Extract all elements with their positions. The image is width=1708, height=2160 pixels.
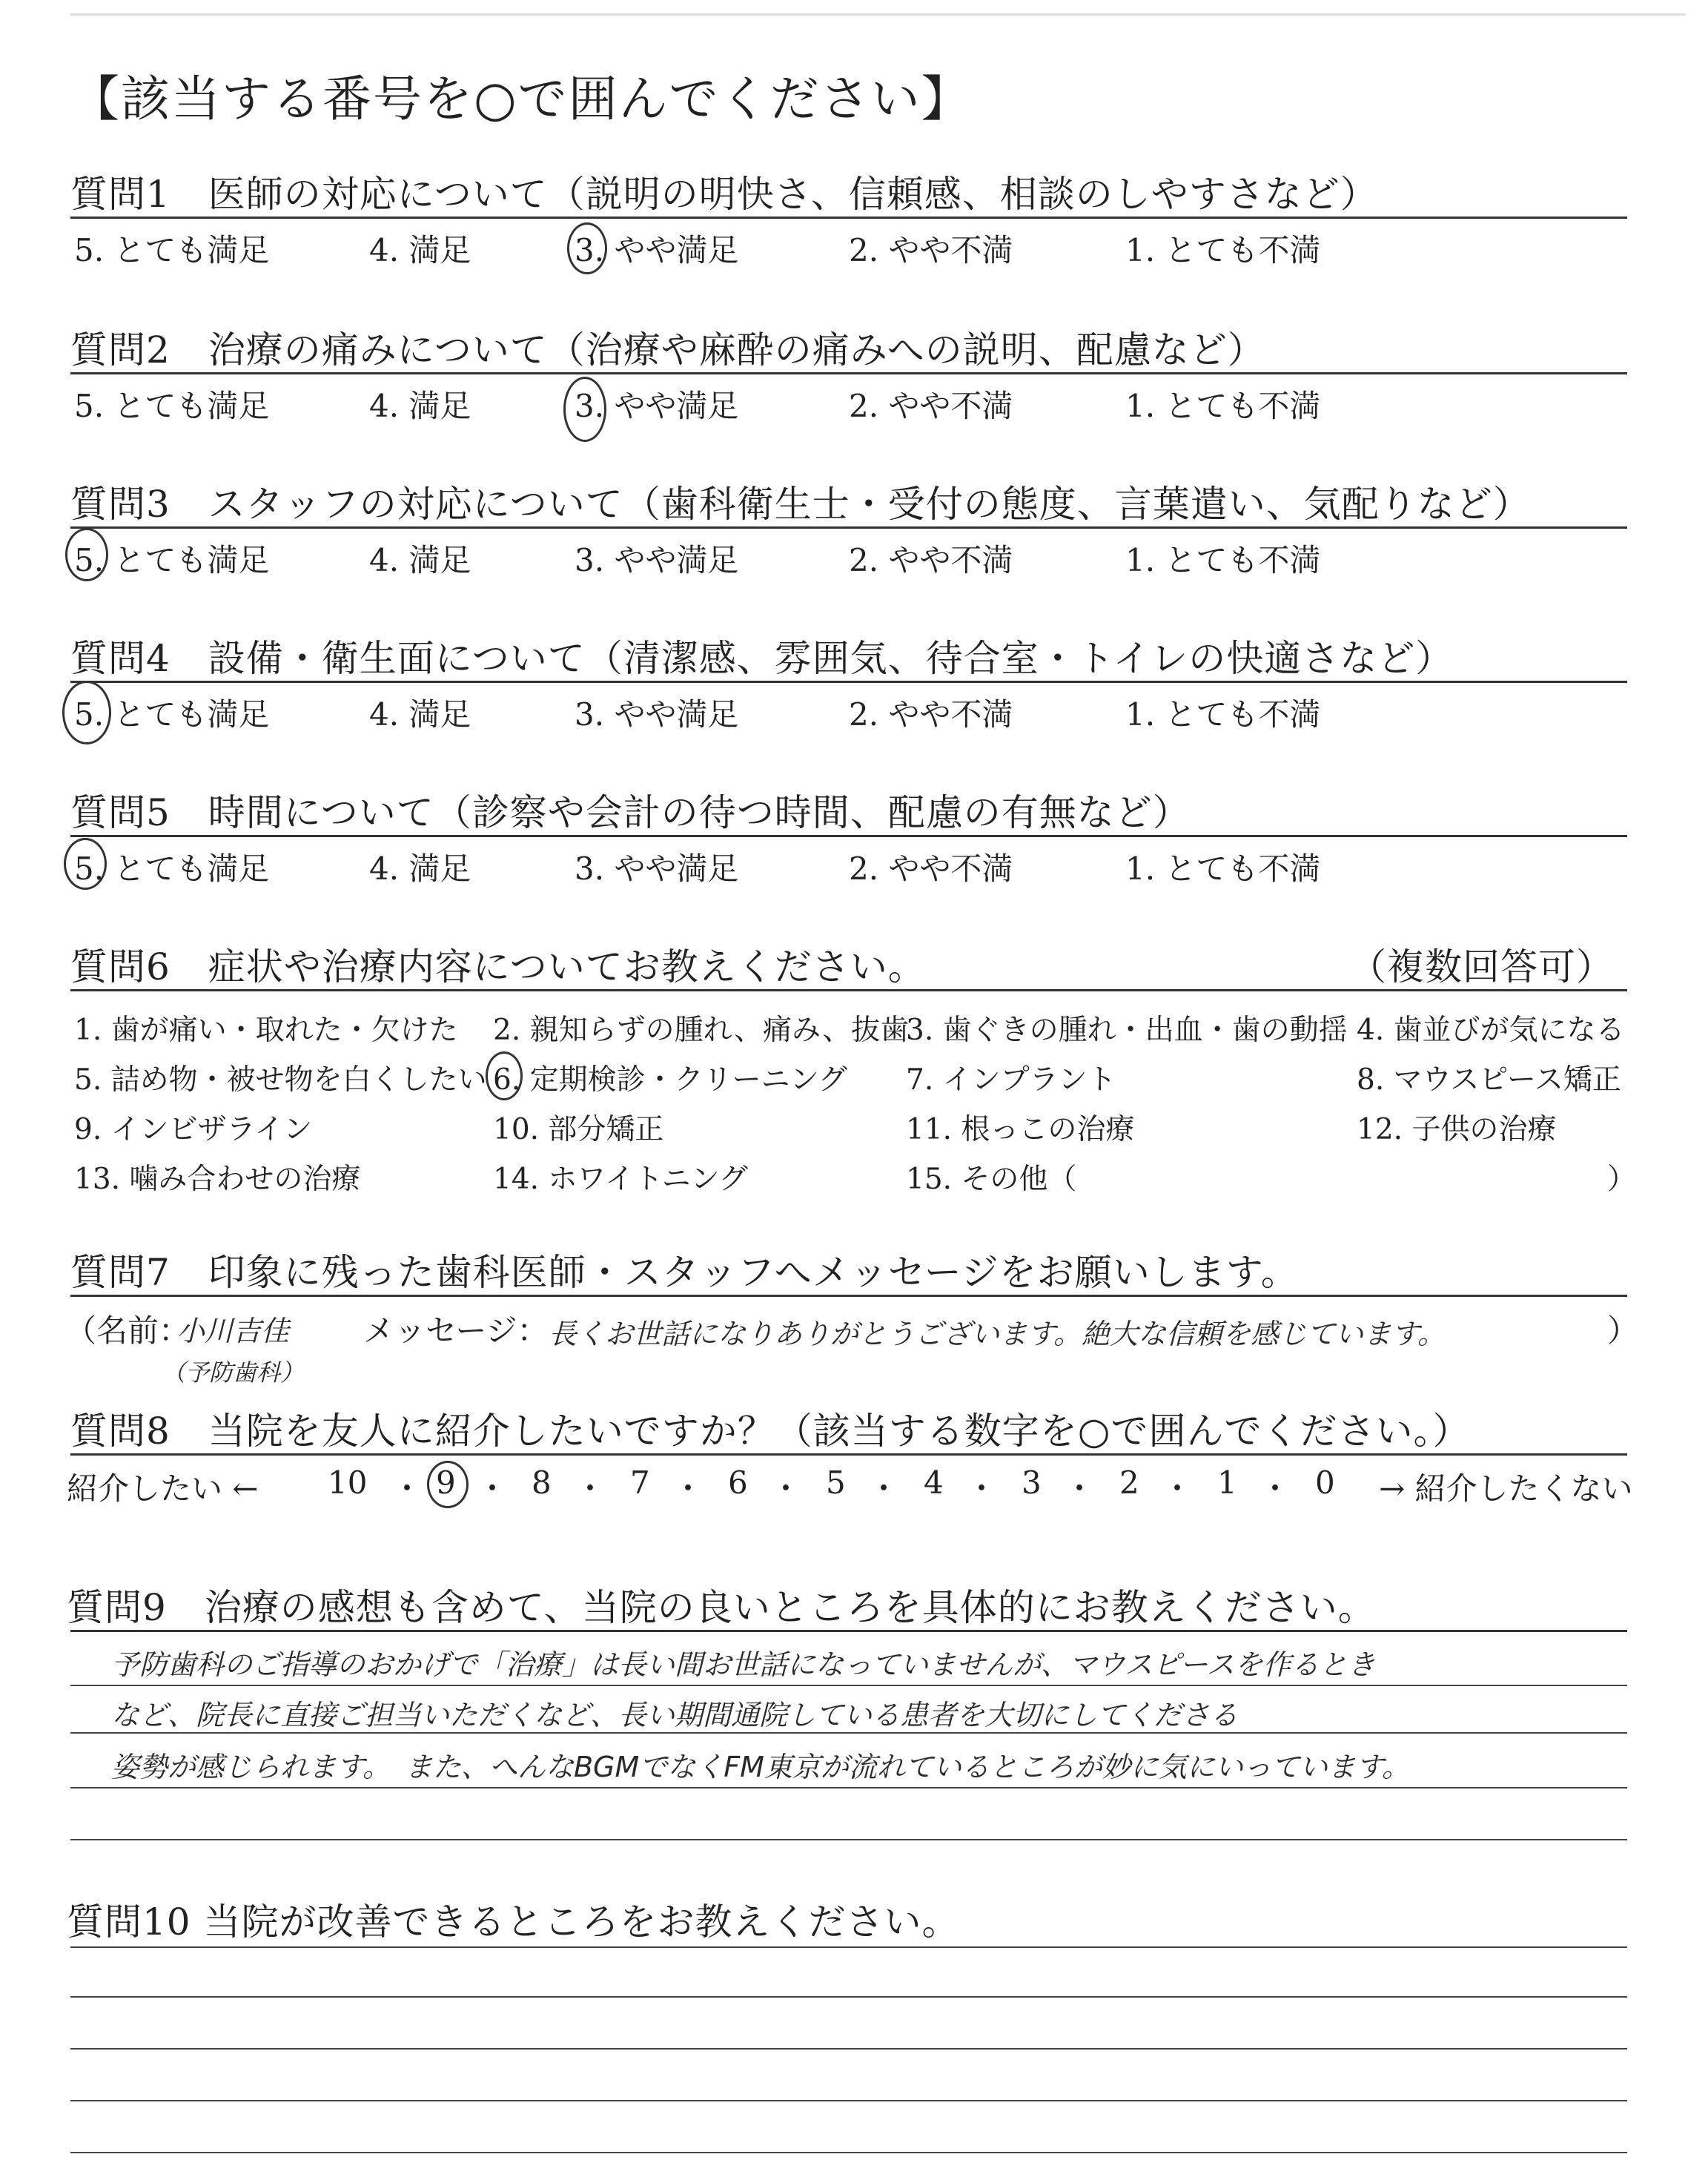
question-6-note: （複数回答可） (1349, 945, 1614, 988)
answer-line (70, 2100, 1627, 2101)
divider (70, 372, 1627, 374)
option-3[interactable]: 3. やや満足 (575, 232, 739, 268)
option-2[interactable]: 2. やや不満 (849, 542, 1013, 578)
option-3[interactable]: 3. 歯ぐきの腫れ・出血・歯の動揺 (906, 1014, 1348, 1047)
scale-dot: ・ (1064, 1470, 1096, 1507)
answer-line (70, 1946, 1627, 1948)
question-8-label: 質問8 当院を友人に紹介したいですか？（該当する数字を○で囲んでください。） (70, 1410, 1471, 1453)
option-8[interactable]: 8. マウスピース矯正 (1357, 1063, 1621, 1097)
scale-dot: ・ (575, 1470, 606, 1507)
option-15-close-paren: ） (1607, 1163, 1637, 1196)
answer-line (70, 1996, 1627, 1998)
question-6-label: 質問6 症状や治療内容についてお教えください。 (70, 945, 926, 988)
question-4-label: 質問4 設備・衛生面について（清潔感、雰囲気、待合室・トイレの快適さなど） (70, 637, 1454, 680)
answer-line (70, 2048, 1627, 2050)
message-close-paren: ） (1607, 1312, 1639, 1349)
option-3[interactable]: 3. やや満足 (575, 388, 739, 424)
option-5[interactable]: 5. 詰め物・被せ物を白くしたい (74, 1063, 487, 1097)
selection-circle (64, 838, 107, 890)
answer-line (70, 2152, 1627, 2153)
divider (70, 1295, 1627, 1297)
message-value[interactable]: 長くお世話になりありがとうございます。絶大な信頼を感じています。 (549, 1318, 1446, 1350)
divider (70, 1453, 1627, 1456)
scale-dot: ・ (1260, 1470, 1291, 1507)
scale-0[interactable]: 0 (1315, 1464, 1335, 1501)
divider (70, 217, 1627, 219)
question-3-label: 質問3 スタッフの対応について（歯科衛生士・受付の態度、言葉遣い、気配りなど） (70, 483, 1531, 526)
scale-8[interactable]: 8 (532, 1464, 552, 1501)
option-14[interactable]: 14. ホワイトニング (493, 1163, 748, 1196)
divider (70, 681, 1627, 683)
option-1[interactable]: 1. とても不満 (1125, 851, 1321, 887)
option-1[interactable]: 1. とても不満 (1125, 388, 1321, 424)
question-9-label: 質問9 治療の感想も含めて、当院の良いところを具体的にお教えください。 (67, 1586, 1376, 1629)
scale-1[interactable]: 1 (1217, 1464, 1237, 1501)
option-3[interactable]: 3. やや満足 (575, 851, 739, 887)
option-4[interactable]: 4. 満足 (369, 542, 471, 578)
scale-dot: ・ (672, 1470, 704, 1507)
answer-line-2[interactable]: など、院長に直接ご担当いただくなど、長い期間通院している患者を大切にしてくださる (111, 1699, 1239, 1731)
option-4[interactable]: 4. 歯並びが気になる (1357, 1014, 1625, 1047)
answer-line-1[interactable]: 予防歯科のご指導のおかげで「治療」は長い間お世話になっていませんが、マウスピースを作るとき (111, 1648, 1376, 1681)
option-4[interactable]: 4. 満足 (369, 232, 471, 268)
selection-circle (567, 222, 607, 274)
option-1[interactable]: 1. とても不満 (1125, 696, 1321, 733)
option-9[interactable]: 9. インビザライン (74, 1113, 313, 1146)
divider (70, 526, 1627, 529)
question-10-label: 質問10 当院が改善できるところをお教えください。 (67, 1900, 960, 1943)
page-title: 【該当する番号を○で囲んでください】 (70, 70, 972, 128)
scale-6[interactable]: 6 (728, 1464, 748, 1501)
option-2[interactable]: 2. やや不満 (849, 696, 1013, 733)
option-5[interactable]: 5. とても満足 (74, 851, 270, 887)
selection-circle (486, 1051, 523, 1100)
scale-4[interactable]: 4 (924, 1464, 944, 1501)
divider (70, 835, 1627, 837)
name-label: （名前： (65, 1312, 191, 1349)
question-2-label: 質問2 治療の痛みについて（治療や麻酔の痛みへの説明、配慮など） (70, 328, 1265, 371)
scale-right-label: → 紹介したくない (1379, 1470, 1633, 1507)
option-4[interactable]: 4. 満足 (369, 696, 471, 733)
divider (70, 1630, 1627, 1632)
option-2[interactable]: 2. やや不満 (849, 388, 1013, 424)
selection-circle (62, 681, 111, 744)
scale-3[interactable]: 3 (1022, 1464, 1042, 1501)
scale-left-label: 紹介したい ← (67, 1470, 259, 1507)
answer-line (70, 1685, 1627, 1686)
option-6[interactable]: 6. 定期検診・クリーニング (493, 1063, 847, 1097)
option-1[interactable]: 1. とても不満 (1125, 542, 1321, 578)
option-12[interactable]: 12. 子供の治療 (1357, 1113, 1557, 1146)
scale-9[interactable]: 9 (436, 1464, 456, 1501)
scale-5[interactable]: 5 (826, 1464, 846, 1501)
name-value[interactable]: 小川吉佳 (176, 1315, 290, 1347)
option-11[interactable]: 11. 根っこの治療 (906, 1113, 1135, 1146)
answer-line (70, 1839, 1627, 1840)
option-10[interactable]: 10. 部分矯正 (493, 1113, 664, 1146)
scale-dot: ・ (966, 1470, 998, 1507)
option-5[interactable]: 5. とても満足 (74, 542, 270, 578)
message-label: メッセージ： (363, 1312, 549, 1349)
option-5[interactable]: 5. とても満足 (74, 232, 270, 268)
selection-circle (65, 528, 108, 581)
scale-dot: ・ (1162, 1470, 1194, 1507)
scale-7[interactable]: 7 (630, 1464, 650, 1501)
selection-circle (563, 377, 606, 442)
scale-2[interactable]: 2 (1119, 1464, 1139, 1501)
option-5[interactable]: 5. とても満足 (74, 388, 270, 424)
answer-line (70, 1787, 1627, 1789)
option-1[interactable]: 1. 歯が痛い・取れた・欠けた (74, 1014, 458, 1047)
option-1[interactable]: 1. とても不満 (1125, 232, 1321, 268)
question-1-label: 質問1 医師の対応について（説明の明快さ、信頼感、相談のしやすさなど） (70, 173, 1378, 216)
option-4[interactable]: 4. 満足 (369, 851, 471, 887)
question-5-label: 質問5 時間について（診察や会計の待つ時間、配慮の有無など） (70, 791, 1191, 834)
name-sub: （予防歯科） (162, 1358, 305, 1387)
option-3[interactable]: 3. やや満足 (575, 696, 739, 733)
top-edge-line (70, 13, 1686, 16)
question-7-label: 質問7 印象に残った歯科医師・スタッフへメッセージをお願いします。 (70, 1251, 1299, 1294)
option-4[interactable]: 4. 満足 (369, 388, 471, 424)
option-7[interactable]: 7. インプラント (906, 1063, 1116, 1097)
option-2[interactable]: 2. やや不満 (849, 232, 1013, 268)
scale-dot: ・ (770, 1470, 802, 1507)
option-2[interactable]: 2. やや不満 (849, 851, 1013, 887)
divider (70, 989, 1627, 991)
option-2[interactable]: 2. 親知らずの腫れ、痛み、抜歯 (493, 1014, 910, 1047)
answer-line-3[interactable]: 姿勢が感じられます。 また、へんなBGMでなくFM東京が流れているところが妙に気にいっています。 (111, 1751, 1410, 1783)
option-3[interactable]: 3. やや満足 (575, 542, 739, 578)
scale-dot: ・ (477, 1470, 509, 1507)
option-15[interactable]: 15. その他（ (906, 1163, 1077, 1196)
selection-circle (427, 1461, 469, 1508)
scale-dot: ・ (391, 1470, 423, 1507)
scale-10[interactable]: 10 (328, 1464, 368, 1501)
scale-dot: ・ (868, 1470, 900, 1507)
option-5[interactable]: 5. とても満足 (74, 696, 270, 733)
option-13[interactable]: 13. 噛み合わせの治療 (74, 1163, 361, 1196)
